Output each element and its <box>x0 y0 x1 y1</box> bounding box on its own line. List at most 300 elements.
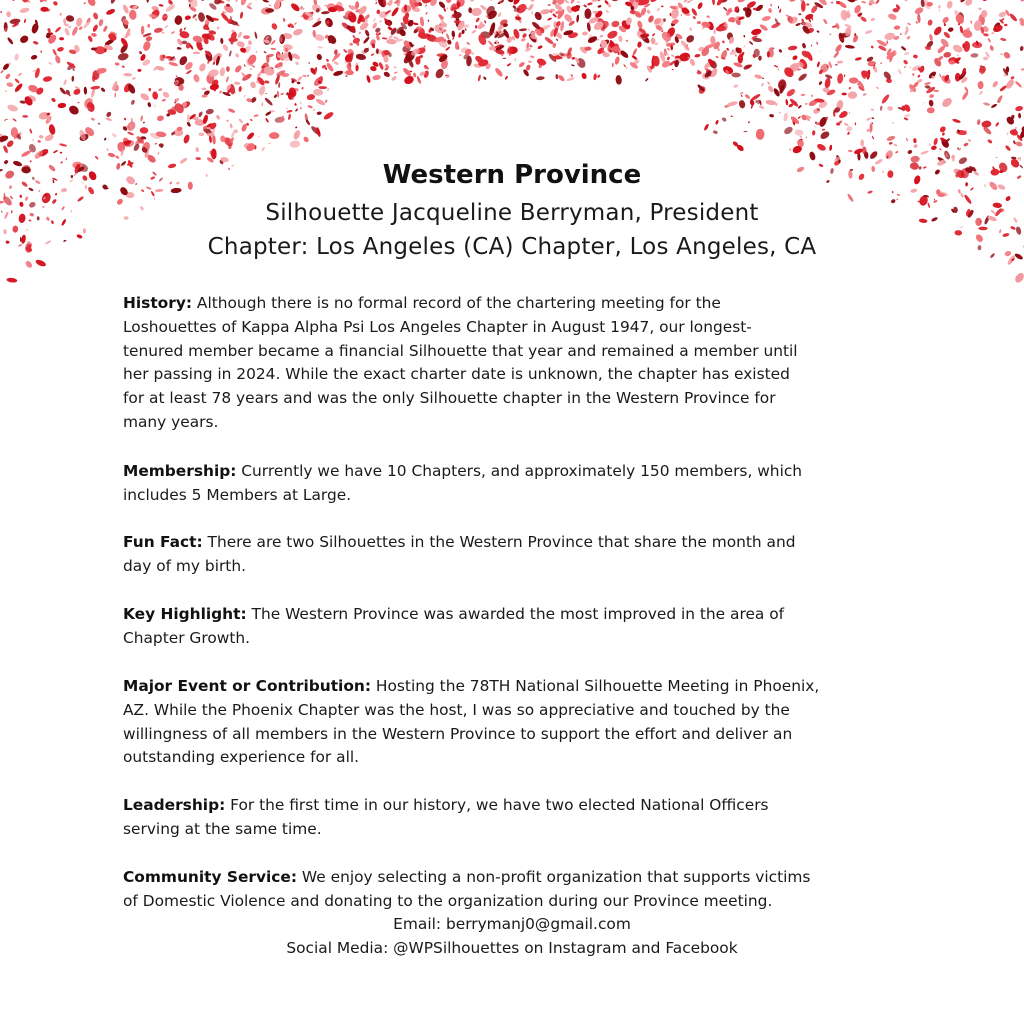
confetti-piece <box>478 74 482 81</box>
confetti-piece <box>783 112 789 121</box>
confetti-piece <box>540 8 551 15</box>
confetti-piece <box>270 48 276 50</box>
confetti-piece <box>1018 113 1021 119</box>
confetti-piece <box>249 81 256 89</box>
confetti-piece <box>65 15 74 23</box>
confetti-piece <box>413 72 417 77</box>
confetti-piece <box>818 81 822 86</box>
confetti-piece <box>530 55 535 58</box>
confetti-piece <box>34 67 41 78</box>
confetti-piece <box>544 36 555 45</box>
confetti-piece <box>0 11 2 13</box>
confetti-piece <box>833 51 840 59</box>
confetti-piece <box>1020 0 1024 2</box>
confetti-piece <box>352 37 361 45</box>
confetti-piece <box>372 74 381 81</box>
confetti-piece <box>900 33 902 35</box>
confetti-piece <box>100 87 106 93</box>
confetti-piece <box>374 0 378 2</box>
confetti-piece <box>712 0 715 5</box>
confetti-piece <box>71 76 74 82</box>
confetti-piece <box>582 32 588 36</box>
confetti-piece <box>767 85 774 93</box>
confetti-piece <box>254 31 258 39</box>
confetti-piece <box>388 34 393 39</box>
confetti-piece <box>731 116 733 118</box>
confetti-piece <box>970 53 978 58</box>
confetti-piece <box>497 12 502 18</box>
confetti-piece <box>240 12 244 19</box>
confetti-piece <box>268 4 271 6</box>
confetti-piece <box>195 147 199 152</box>
confetti-piece <box>593 73 597 80</box>
confetti-piece <box>171 31 175 35</box>
confetti-piece <box>880 62 883 64</box>
confetti-piece <box>184 15 191 20</box>
confetti-piece <box>689 58 696 66</box>
confetti-piece <box>977 119 981 125</box>
confetti-piece <box>161 99 166 102</box>
key-highlight-text: The Western Province was awarded the most improved in the area of <box>246 605 785 623</box>
confetti-piece <box>1015 127 1017 129</box>
confetti-piece <box>219 67 225 77</box>
confetti-piece <box>484 20 486 23</box>
confetti-piece <box>207 133 214 136</box>
confetti-piece <box>359 31 362 34</box>
confetti-piece <box>0 70 4 74</box>
confetti-piece <box>995 122 1000 127</box>
confetti-piece <box>521 38 526 42</box>
confetti-piece <box>102 25 108 33</box>
confetti-piece <box>778 49 782 53</box>
confetti-piece <box>844 74 845 76</box>
confetti-piece <box>63 79 68 86</box>
confetti-piece <box>871 117 874 119</box>
confetti-piece <box>892 191 894 193</box>
confetti-piece <box>806 3 809 5</box>
confetti-piece <box>111 133 117 138</box>
confetti-piece <box>845 45 855 49</box>
confetti-piece <box>774 65 779 68</box>
confetti-piece <box>612 63 614 67</box>
confetti-piece <box>964 0 974 7</box>
confetti-piece <box>47 28 51 33</box>
confetti-piece <box>761 83 765 87</box>
confetti-piece <box>413 22 418 25</box>
confetti-piece <box>373 18 377 23</box>
confetti-piece <box>792 55 799 61</box>
confetti-piece <box>737 0 748 4</box>
confetti-piece <box>48 124 56 136</box>
confetti-piece <box>798 116 801 119</box>
confetti-piece <box>123 73 132 77</box>
confetti-piece <box>137 69 141 72</box>
confetti-piece <box>312 20 322 28</box>
confetti-piece <box>812 107 821 114</box>
confetti-piece <box>352 35 356 39</box>
confetti-piece <box>59 87 67 95</box>
confetti-piece <box>743 131 747 132</box>
confetti-piece <box>98 123 101 125</box>
confetti-piece <box>555 74 558 79</box>
membership-section <box>123 460 913 508</box>
confetti-piece <box>278 82 280 88</box>
confetti-piece <box>0 0 4 1</box>
confetti-piece <box>992 80 999 88</box>
confetti-piece <box>349 43 353 46</box>
confetti-piece <box>4 119 7 122</box>
confetti-piece <box>239 86 242 92</box>
confetti-piece <box>54 55 61 64</box>
confetti-piece <box>987 139 993 144</box>
confetti-piece <box>767 81 770 85</box>
page-title: Western Province <box>382 160 642 190</box>
confetti-piece <box>216 26 219 30</box>
confetti-piece <box>906 138 908 142</box>
confetti-piece <box>147 24 150 28</box>
confetti-piece <box>591 0 598 2</box>
confetti-piece <box>960 193 964 198</box>
confetti-piece <box>76 17 83 27</box>
confetti-piece <box>5 73 11 80</box>
confetti-piece <box>226 66 230 72</box>
confetti-piece <box>403 74 415 85</box>
confetti-piece <box>198 62 207 72</box>
confetti-piece <box>881 93 891 104</box>
confetti-piece <box>214 0 223 5</box>
confetti-piece <box>290 2 301 13</box>
confetti-piece <box>637 20 644 29</box>
confetti-piece <box>788 45 798 51</box>
confetti-piece <box>6 82 14 88</box>
confetti-piece <box>371 53 375 56</box>
confetti-piece <box>507 0 515 3</box>
confetti-piece <box>98 19 104 27</box>
confetti-piece <box>837 73 844 84</box>
confetti-piece <box>7 37 14 45</box>
confetti-piece <box>295 126 297 128</box>
confetti-piece <box>132 77 136 80</box>
confetti-piece <box>1000 37 1007 41</box>
confetti-piece <box>816 143 827 152</box>
confetti-piece <box>667 48 670 51</box>
major-event-text: AZ. While the Phoenix Chapter was the host, I was so appreciative and touched by the <box>123 700 790 719</box>
confetti-piece <box>226 119 229 121</box>
confetti-piece <box>715 56 718 58</box>
confetti-piece <box>386 39 397 45</box>
confetti-piece <box>151 191 156 197</box>
confetti-piece <box>59 13 62 16</box>
confetti-piece <box>71 26 79 37</box>
confetti-piece <box>243 64 246 67</box>
confetti-piece <box>475 17 480 23</box>
confetti-piece <box>130 99 135 105</box>
confetti-piece <box>938 9 940 12</box>
confetti-piece <box>264 97 274 107</box>
confetti-piece <box>12 118 17 122</box>
confetti-piece <box>419 16 424 26</box>
confetti-piece <box>30 54 37 60</box>
confetti-piece <box>176 75 178 76</box>
confetti-piece <box>237 31 242 38</box>
confetti-piece <box>848 87 851 90</box>
confetti-piece <box>897 69 902 75</box>
confetti-piece <box>855 122 856 125</box>
confetti-piece <box>743 45 745 48</box>
confetti-piece <box>989 45 994 51</box>
confetti-piece <box>52 48 57 56</box>
confetti-piece <box>425 4 427 7</box>
confetti-piece <box>650 37 656 45</box>
confetti-piece <box>471 7 482 16</box>
confetti-piece <box>306 94 315 101</box>
confetti-piece <box>920 150 929 155</box>
confetti-piece <box>816 30 819 33</box>
confetti-piece <box>105 111 112 118</box>
confetti-piece <box>363 36 371 44</box>
confetti-piece <box>834 43 843 53</box>
confetti-piece <box>168 61 178 67</box>
confetti-piece <box>1010 76 1014 80</box>
confetti-piece <box>721 117 727 123</box>
confetti-piece <box>952 43 964 54</box>
confetti-piece <box>754 74 763 80</box>
confetti-piece <box>581 72 587 79</box>
confetti-piece <box>324 5 327 7</box>
confetti-piece <box>164 25 168 28</box>
confetti-piece <box>761 15 771 22</box>
confetti-piece <box>192 73 200 83</box>
confetti-piece <box>571 64 575 66</box>
confetti-piece <box>822 128 826 131</box>
history-label: History: <box>123 294 193 312</box>
confetti-piece <box>894 25 900 30</box>
president-name: Silhouette Jacqueline Berryman, President <box>265 200 759 226</box>
confetti-piece <box>57 103 66 109</box>
confetti-piece <box>929 34 933 42</box>
confetti-piece <box>647 46 652 51</box>
confetti-piece <box>428 20 430 22</box>
confetti-piece <box>333 70 344 77</box>
confetti-piece <box>269 132 279 139</box>
confetti-piece <box>300 6 303 9</box>
confetti-piece <box>805 103 808 105</box>
confetti-piece <box>105 8 116 16</box>
confetti-piece <box>91 32 97 37</box>
confetti-piece <box>177 47 182 50</box>
confetti-piece <box>587 35 598 44</box>
confetti-piece <box>212 135 216 145</box>
confetti-piece <box>92 24 99 32</box>
confetti-piece <box>656 8 660 12</box>
confetti-piece <box>597 5 601 8</box>
leadership-text: serving at the same time. <box>123 819 322 838</box>
confetti-piece <box>51 97 57 103</box>
confetti-piece <box>52 0 58 6</box>
confetti-piece <box>148 88 151 91</box>
confetti-piece <box>1005 78 1016 90</box>
confetti-piece <box>333 61 339 66</box>
confetti-piece <box>382 37 388 39</box>
confetti-piece <box>875 0 880 4</box>
confetti-piece <box>198 111 203 118</box>
confetti-piece <box>557 74 565 82</box>
confetti-piece <box>230 123 233 128</box>
confetti-piece <box>819 130 831 141</box>
confetti-piece <box>261 146 265 151</box>
confetti-piece <box>292 129 301 140</box>
confetti-piece <box>161 32 165 34</box>
confetti-piece <box>531 11 533 15</box>
confetti-piece <box>140 115 143 121</box>
confetti-piece <box>307 75 309 77</box>
confetti-piece <box>518 61 525 68</box>
confetti-piece <box>29 128 33 134</box>
confetti-piece <box>114 93 116 97</box>
confetti-piece <box>280 93 284 96</box>
confetti-piece <box>6 139 15 148</box>
confetti-piece <box>933 138 938 146</box>
confetti-piece <box>313 88 324 96</box>
confetti-piece <box>860 139 864 146</box>
confetti-piece <box>583 4 588 8</box>
confetti-piece <box>277 91 280 98</box>
confetti-piece <box>228 108 236 114</box>
confetti-piece <box>375 2 378 5</box>
confetti-piece <box>944 23 946 27</box>
confetti-piece <box>91 117 96 121</box>
confetti-piece <box>952 118 961 123</box>
major-event-text: outstanding experience for all. <box>123 748 360 767</box>
confetti-piece <box>731 72 741 77</box>
confetti-piece <box>537 45 542 50</box>
confetti-piece <box>1002 51 1011 60</box>
confetti-piece <box>280 36 283 43</box>
confetti-piece <box>95 46 106 54</box>
confetti-piece <box>689 27 692 31</box>
confetti-piece <box>467 0 475 2</box>
confetti-piece <box>1013 140 1016 145</box>
confetti-piece <box>200 0 204 1</box>
confetti-piece <box>265 111 272 117</box>
confetti-piece <box>929 143 931 147</box>
confetti-piece <box>637 41 642 48</box>
confetti-piece <box>587 2 593 6</box>
confetti-piece <box>0 0 4 1</box>
confetti-piece <box>697 21 701 24</box>
confetti-piece <box>606 29 619 40</box>
confetti-piece <box>785 88 796 98</box>
confetti-piece <box>192 35 203 43</box>
confetti-piece <box>931 145 937 151</box>
confetti-piece <box>536 76 545 81</box>
confetti-piece <box>106 148 109 152</box>
confetti-piece <box>817 61 821 67</box>
confetti-piece <box>443 8 446 12</box>
membership-label: Membership: <box>123 462 237 480</box>
confetti-piece <box>913 54 918 58</box>
confetti-piece <box>963 142 969 147</box>
confetti-piece <box>631 55 637 61</box>
confetti-piece <box>614 56 620 65</box>
confetti-piece <box>31 22 40 34</box>
confetti-piece <box>570 0 577 4</box>
confetti-piece <box>586 22 591 32</box>
confetti-piece <box>907 149 913 154</box>
confetti-piece <box>57 46 64 52</box>
confetti-piece <box>234 64 243 73</box>
confetti-piece <box>829 145 832 151</box>
confetti-piece <box>939 125 947 133</box>
confetti-piece <box>308 62 310 65</box>
confetti-piece <box>887 106 894 112</box>
confetti-piece <box>829 34 831 35</box>
confetti-piece <box>961 28 973 39</box>
confetti-piece <box>904 0 908 2</box>
confetti-piece <box>158 88 163 92</box>
confetti-piece <box>738 100 746 109</box>
confetti-piece <box>939 74 941 78</box>
confetti-piece <box>315 98 326 107</box>
confetti-piece <box>193 52 200 54</box>
confetti-piece <box>33 40 39 45</box>
confetti-piece <box>316 53 323 60</box>
confetti-piece <box>318 86 327 89</box>
confetti-piece <box>63 18 66 24</box>
confetti-piece <box>466 41 470 45</box>
confetti-piece <box>18 72 23 77</box>
confetti-piece <box>798 105 802 109</box>
confetti-piece <box>243 95 246 98</box>
confetti-piece <box>611 0 620 1</box>
confetti-piece <box>848 150 852 153</box>
confetti-piece <box>258 85 266 96</box>
confetti-piece <box>240 0 248 6</box>
confetti-piece <box>597 74 601 78</box>
confetti-piece <box>159 4 164 7</box>
confetti-piece <box>778 111 781 114</box>
confetti-piece <box>900 46 906 52</box>
history-text: Although there is no formal record of the chartering meeting for the <box>192 294 721 312</box>
confetti-piece <box>59 143 67 147</box>
confetti-piece <box>140 127 149 134</box>
confetti-piece <box>48 61 53 65</box>
confetti-piece <box>906 35 911 40</box>
confetti-piece <box>503 58 507 60</box>
confetti-piece <box>122 4 130 14</box>
confetti-piece <box>895 151 898 154</box>
key-highlight-section <box>123 603 913 651</box>
confetti-piece <box>307 105 313 109</box>
confetti-piece <box>735 54 737 57</box>
confetti-piece <box>801 94 806 96</box>
confetti-piece <box>250 68 253 70</box>
confetti-piece <box>525 64 531 71</box>
confetti-piece <box>615 75 622 85</box>
fun-fact-label: Fun Fact: <box>123 533 203 551</box>
confetti-piece <box>294 103 297 106</box>
confetti-piece <box>537 0 545 1</box>
confetti-piece <box>744 93 751 99</box>
confetti-piece <box>1004 24 1008 27</box>
confetti-piece <box>90 88 95 98</box>
confetti-piece <box>393 65 397 69</box>
confetti-piece <box>303 8 304 11</box>
confetti-piece <box>297 82 301 84</box>
confetti-piece <box>464 28 466 31</box>
major-event-text: willingness of all members in the Western Province to support the effort and deliver an <box>123 724 793 743</box>
confetti-piece <box>107 152 115 158</box>
